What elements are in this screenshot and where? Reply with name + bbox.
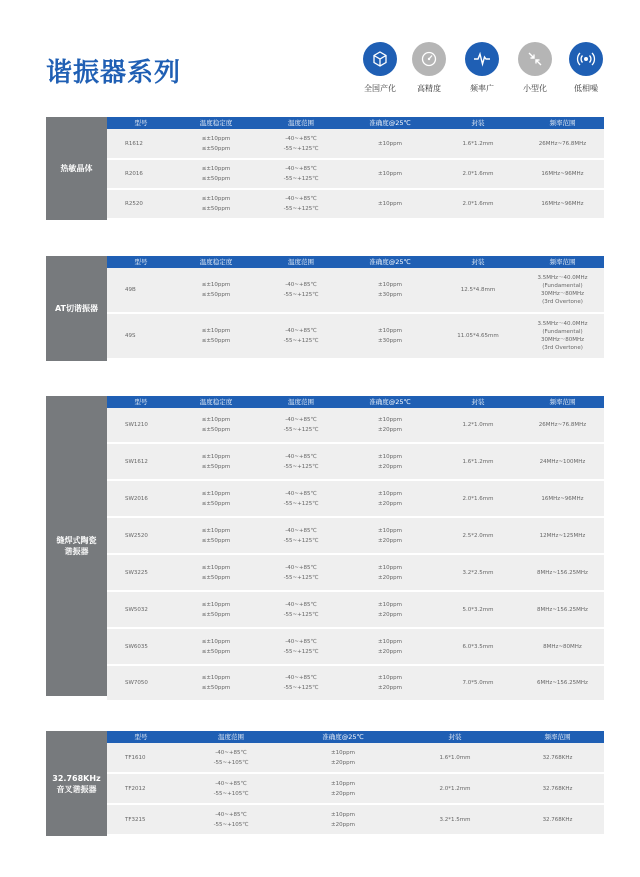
cell-frequency: 8MHz~156.25MHz bbox=[537, 569, 588, 576]
cell-temp: -40~+85℃ -55~+125℃ bbox=[283, 417, 319, 433]
cell-frequency: 16MHz~96MHz bbox=[541, 171, 584, 177]
cell-frequency: 8MHz~156.25MHz bbox=[537, 606, 588, 613]
col-header: 频率范围 bbox=[549, 119, 576, 127]
col-header: 准确度@25℃ bbox=[322, 733, 364, 741]
col-header: 温度范围 bbox=[288, 119, 314, 127]
feature-precision bbox=[407, 42, 451, 94]
table-row bbox=[107, 555, 604, 592]
cell-accuracy: ±10ppm ±20ppm bbox=[378, 453, 402, 470]
cell-package: 1.2*1.0mm bbox=[462, 422, 494, 428]
cell-accuracy: ±10ppm ±20ppm bbox=[378, 564, 402, 581]
cell-accuracy: ±10ppm ±30ppm bbox=[378, 282, 402, 298]
feature-wide-frequency bbox=[460, 42, 504, 94]
section-sidebar bbox=[46, 731, 107, 836]
col-header: 频率范围 bbox=[549, 258, 576, 266]
table-row bbox=[107, 129, 604, 160]
cell-model: R2016 bbox=[125, 171, 143, 177]
cell-model: SW6035 bbox=[125, 643, 148, 650]
shrink-icon bbox=[518, 42, 552, 76]
cell-temp: -40~+85℃ -55~+105℃ bbox=[213, 780, 249, 797]
section-sidebar bbox=[46, 396, 107, 696]
col-header: 型号 bbox=[134, 733, 148, 741]
cell-model: SW1210 bbox=[125, 422, 148, 428]
feature-label: 小型化 bbox=[523, 84, 547, 93]
section-name: 缝焊式陶瓷 谐振器 bbox=[56, 536, 97, 556]
cell-stability: ≤±10ppm ≤±50ppm bbox=[201, 282, 231, 298]
section-tuning-fork-resonator bbox=[46, 731, 604, 836]
cell-package: 1.6*1.2mm bbox=[462, 458, 494, 465]
col-header: 温度范围 bbox=[288, 398, 314, 406]
cell-temp: -40~+85℃ -55~+125℃ bbox=[283, 675, 319, 691]
cell-accuracy: ±10ppm ±20ppm bbox=[378, 490, 402, 507]
cube-icon bbox=[363, 42, 397, 76]
cell-accuracy: ±10ppm ±20ppm bbox=[378, 601, 402, 618]
feature-label: 全国产化 bbox=[364, 84, 396, 93]
cell-accuracy: ±10ppm ±20ppm bbox=[378, 417, 402, 433]
feature-icons bbox=[358, 42, 608, 98]
table-header bbox=[107, 256, 604, 268]
cell-package: 6.0*3.5mm bbox=[462, 643, 494, 650]
cell-model: TF1610 bbox=[125, 754, 146, 761]
feature-label: 低相噪 bbox=[574, 84, 598, 93]
table-row bbox=[107, 444, 604, 481]
table-header bbox=[107, 396, 604, 408]
col-header: 频率范围 bbox=[549, 398, 576, 406]
cell-temp: -40~+85℃ -55~+125℃ bbox=[283, 328, 319, 344]
cell-temp: -40~+85℃ -55~+125℃ bbox=[283, 527, 319, 544]
signal-icon bbox=[569, 42, 603, 76]
cell-model: SW7050 bbox=[125, 680, 148, 686]
cell-stability: ≤±10ppm ≤±50ppm bbox=[201, 675, 231, 691]
cell-temp: -40~+85℃ -55~+125℃ bbox=[283, 490, 319, 507]
cell-temp: -40~+85℃ -55~+125℃ bbox=[283, 135, 319, 152]
table-row bbox=[107, 268, 604, 314]
cell-accuracy: ±10ppm bbox=[378, 140, 402, 147]
cell-frequency: 16MHz~96MHz bbox=[541, 495, 584, 502]
cell-model: SW3225 bbox=[125, 569, 148, 576]
cell-frequency: 26MHz~76.8MHz bbox=[538, 422, 587, 428]
cell-accuracy: ±10ppm ±20ppm bbox=[378, 675, 402, 691]
cell-model: TF3215 bbox=[125, 816, 146, 823]
section-ceramic-resonator bbox=[46, 396, 604, 696]
cell-model: SW1612 bbox=[125, 458, 148, 465]
col-header: 型号 bbox=[134, 119, 148, 127]
cell-model: SW5032 bbox=[125, 606, 148, 613]
pulse-icon bbox=[465, 42, 499, 76]
cell-temp: -40~+85℃ -55~+105℃ bbox=[213, 749, 249, 766]
cell-model: SW2016 bbox=[125, 495, 148, 502]
table-row bbox=[107, 518, 604, 555]
cell-stability: ≤±10ppm ≤±50ppm bbox=[201, 638, 231, 655]
table-row bbox=[107, 481, 604, 518]
table-row bbox=[107, 190, 604, 220]
col-header: 封装 bbox=[471, 398, 485, 406]
cell-model: SW2520 bbox=[125, 532, 148, 539]
table-header bbox=[107, 117, 604, 129]
col-header: 型号 bbox=[134, 398, 148, 406]
cell-stability: ≤±10ppm ≤±50ppm bbox=[201, 328, 231, 344]
col-header: 准确度@25℃ bbox=[369, 398, 411, 406]
section-name: 32.768KHz 音叉谐振器 bbox=[52, 773, 101, 794]
cell-stability: ≤±10ppm ≤±50ppm bbox=[201, 527, 231, 544]
cell-accuracy: ±10ppm bbox=[378, 201, 402, 207]
table-row bbox=[107, 160, 604, 190]
cell-package: 1.6*1.0mm bbox=[439, 754, 471, 761]
cell-frequency: 24MHz~100MHz bbox=[539, 458, 586, 465]
cell-model: TF2012 bbox=[125, 785, 146, 792]
cell-stability: ≤±10ppm ≤±50ppm bbox=[201, 417, 231, 433]
col-header: 温度范围 bbox=[218, 733, 244, 741]
cell-package: 1.6*1.2mm bbox=[462, 140, 494, 147]
cell-stability: ≤±10ppm ≤±50ppm bbox=[201, 453, 231, 470]
table-header bbox=[107, 731, 604, 743]
col-header: 温度稳定度 bbox=[199, 398, 233, 406]
cell-accuracy: ±10ppm ±20ppm bbox=[378, 638, 402, 655]
spec-table bbox=[107, 117, 604, 220]
cell-frequency: 26MHz~76.8MHz bbox=[538, 140, 587, 147]
section-name: AT切谐振器 bbox=[54, 304, 99, 313]
section-at-cut-resonator bbox=[46, 256, 604, 361]
cell-package: 12.5*4.8mm bbox=[460, 287, 496, 293]
spec-table bbox=[107, 396, 604, 702]
col-header: 温度稳定度 bbox=[199, 258, 233, 266]
cell-package: 2.0*1.6mm bbox=[462, 201, 494, 207]
cell-stability: ≤±10ppm ≤±50ppm bbox=[201, 564, 231, 581]
cell-model: R1612 bbox=[125, 140, 143, 147]
col-header: 温度范围 bbox=[288, 258, 314, 266]
feature-label: 频率广 bbox=[470, 84, 494, 93]
cell-model: R2520 bbox=[125, 201, 143, 207]
cell-stability: ≤±10ppm ≤±50ppm bbox=[201, 166, 231, 182]
cell-package: 2.5*2.0mm bbox=[462, 532, 494, 539]
cell-frequency: 16MHz~96MHz bbox=[541, 201, 584, 207]
table-row bbox=[107, 743, 604, 774]
col-header: 准确度@25℃ bbox=[369, 258, 411, 266]
col-header: 封装 bbox=[471, 119, 485, 127]
table-row bbox=[107, 592, 604, 629]
cell-stability: ≤±10ppm ≤±50ppm bbox=[201, 196, 231, 212]
cell-package: 11.05*4.65mm bbox=[457, 333, 499, 339]
cell-package: 2.0*1.6mm bbox=[462, 171, 494, 177]
col-header: 型号 bbox=[134, 258, 148, 266]
table-row bbox=[107, 774, 604, 805]
spec-table bbox=[107, 731, 604, 836]
col-header: 封装 bbox=[448, 733, 462, 741]
cell-temp: -40~+85℃ -55~+125℃ bbox=[283, 282, 319, 298]
col-header: 封装 bbox=[471, 258, 485, 266]
col-header: 准确度@25℃ bbox=[369, 119, 411, 127]
cell-package: 5.0*3.2mm bbox=[462, 606, 494, 613]
section-sidebar bbox=[46, 117, 107, 220]
cell-temp: -40~+85℃ -55~+125℃ bbox=[283, 453, 319, 470]
feature-miniaturized bbox=[513, 42, 557, 94]
col-header: 温度稳定度 bbox=[199, 119, 233, 127]
cell-frequency: 8MHz~80MHz bbox=[543, 643, 582, 650]
feature-label: 高精度 bbox=[417, 84, 441, 93]
cell-model: 49S bbox=[125, 333, 136, 339]
cell-temp: -40~+85℃ -55~+125℃ bbox=[283, 196, 319, 212]
cell-stability: ≤±10ppm ≤±50ppm bbox=[201, 135, 231, 152]
cell-stability: ≤±10ppm ≤±50ppm bbox=[201, 601, 231, 618]
cell-package: 3.2*2.5mm bbox=[462, 569, 494, 576]
cell-package: 2.0*1.6mm bbox=[462, 495, 494, 502]
cell-accuracy: ±10ppm ±20ppm bbox=[378, 527, 402, 544]
gauge-icon bbox=[412, 42, 446, 76]
cell-frequency: 32.768KHz bbox=[542, 785, 573, 792]
table-row bbox=[107, 666, 604, 702]
cell-accuracy: ±10ppm ±20ppm bbox=[331, 749, 355, 766]
cell-accuracy: ±10ppm ±30ppm bbox=[378, 328, 402, 344]
col-header: 频率范围 bbox=[544, 733, 571, 741]
cell-frequency: 12MHz~125MHz bbox=[539, 532, 586, 539]
table-row bbox=[107, 805, 604, 836]
table-row bbox=[107, 629, 604, 666]
table-row bbox=[107, 408, 604, 444]
cell-frequency: 3.5MHz～40.0MHz (Fundamental) 30MHz～80MHz (3rd Overtone) bbox=[537, 275, 588, 305]
cell-temp: -40~+85℃ -55~+125℃ bbox=[283, 564, 319, 581]
feature-localized bbox=[358, 42, 402, 94]
cell-temp: -40~+85℃ -55~+105℃ bbox=[213, 811, 249, 828]
cell-package: 2.0*1.2mm bbox=[439, 785, 471, 792]
cell-stability: ≤±10ppm ≤±50ppm bbox=[201, 490, 231, 507]
page-title: 谐振器系列 bbox=[46, 58, 182, 88]
cell-accuracy: ±10ppm ±20ppm bbox=[331, 780, 355, 797]
cell-package: 3.2*1.5mm bbox=[439, 816, 471, 823]
feature-low-phase-noise bbox=[564, 42, 608, 94]
cell-package: 7.0*5.0mm bbox=[462, 680, 494, 686]
cell-accuracy: ±10ppm bbox=[378, 171, 402, 177]
section-name: 热敏晶体 bbox=[60, 164, 93, 173]
cell-frequency: 3.5MHz～40.0MHz (Fundamental) 30MHz～80MHz (3rd Overtone) bbox=[537, 321, 588, 351]
cell-temp: -40~+85℃ -55~+125℃ bbox=[283, 638, 319, 655]
cell-model: 49B bbox=[125, 287, 136, 293]
cell-temp: -40~+85℃ -55~+125℃ bbox=[283, 601, 319, 618]
section-sidebar bbox=[46, 256, 107, 361]
table-row bbox=[107, 314, 604, 360]
spec-table bbox=[107, 256, 604, 360]
cell-temp: -40~+85℃ -55~+125℃ bbox=[283, 166, 319, 182]
cell-frequency: 6MHz~156.25MHz bbox=[537, 680, 588, 686]
section-thermistor-crystal bbox=[46, 117, 604, 220]
cell-frequency: 32.768KHz bbox=[542, 754, 573, 761]
cell-accuracy: ±10ppm ±20ppm bbox=[331, 811, 355, 828]
cell-frequency: 32.768KHz bbox=[542, 816, 573, 823]
